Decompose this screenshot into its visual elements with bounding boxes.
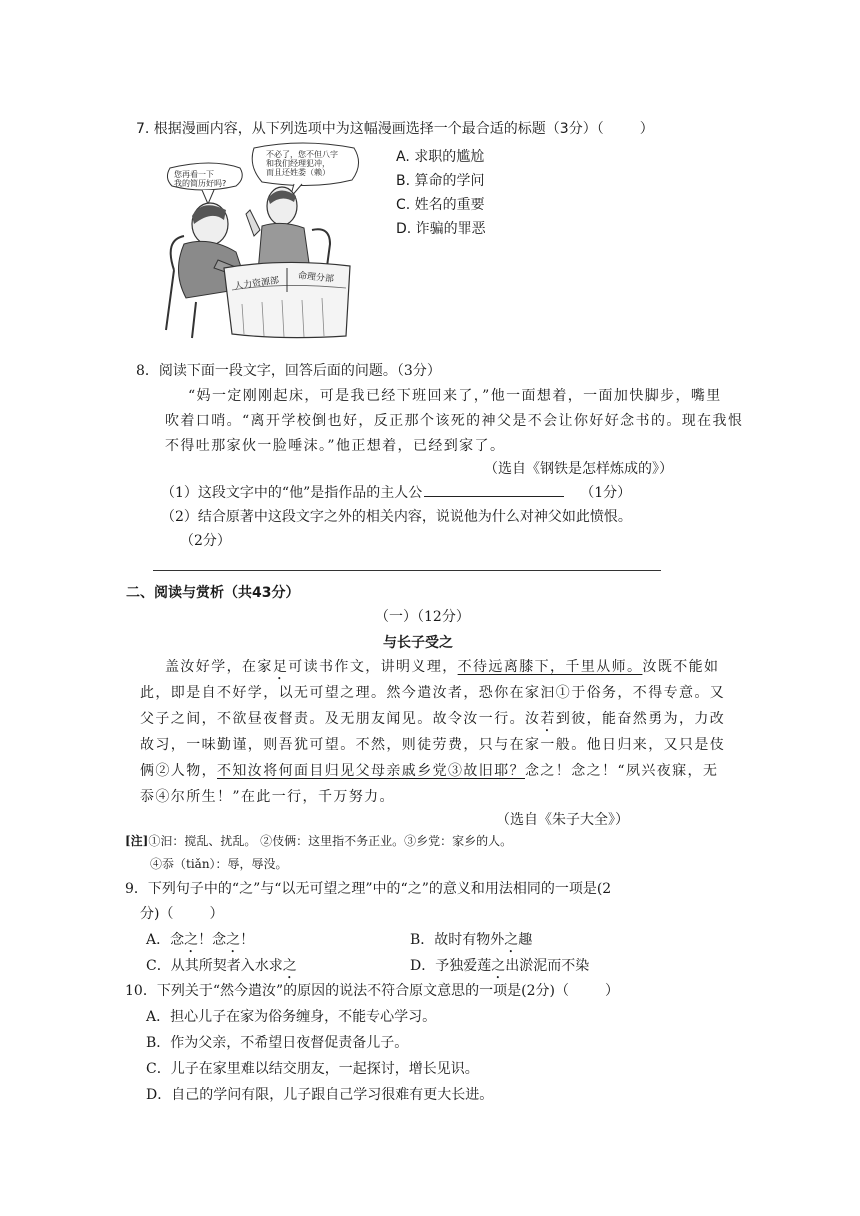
q8-passage-line3: 不得吐那家伙一脸唾沫。”他正想着，已经到家了。 <box>165 438 506 454</box>
q7-option-d: D. 诈骗的罪恶 <box>396 221 486 237</box>
q9-option-d: D．予独爱莲之出淤泥而不染 <box>410 958 590 974</box>
article-line1: 盖汝好学，在家足可读书作文，讲明义理，不待远离膝下，千里从师。汝既不能如 <box>165 659 720 675</box>
article-line2: 此，即是自不好学，以无可望之理。然今遣汝者，恐你在家汩①于俗务，不得专意。又 <box>140 685 726 701</box>
q9-option-b: B．故时有物外之趣 <box>410 932 533 948</box>
q7-option-c: C. 姓名的重要 <box>396 197 485 213</box>
q9-option-a: A．念之！念之！ <box>146 932 255 948</box>
q10-option-b: B．作为父亲，不希望日夜督促责备儿子。 <box>146 1035 409 1051</box>
article-line3: 父子之间，不欲昼夜督责。及无朋友闻见。故令汝一行。汝若到彼，能奋然勇为，力改 <box>140 711 726 727</box>
article-source: （选自《朱子大全》） <box>496 812 629 828</box>
article-line4: 故习，一味勤谨，则吾犹可望。不然，则徒劳费，只与在家一般。他日归来，又只是伎 <box>140 737 726 753</box>
q10-stem: 10．下列关于“然今遣汝”的原因的说法不符合原文意思的一项是(2分)（ ） <box>125 983 619 999</box>
q9-stem-line1: 9．下列句子中的“之”与“以无可望之理”中的“之”的意义和用法相同的一项是(2 <box>125 881 612 897</box>
q8-passage-line1: “妈一定刚刚起床，可是我已经下班回来了，”他一面想着，一面加快脚步，嘴里 <box>188 388 722 404</box>
q7-option-a: A. 求职的尴尬 <box>396 149 485 165</box>
notes-line1: [注]①汩：搅乱、扰乱。 ②伎俩：这里指不务正业。③乡党：家乡的人。 <box>125 834 513 848</box>
q8-passage-line2: 吹着口哨。“离开学校倒也好，反正那个该死的神父是不会让你好好念书的。现在我恨 <box>165 413 744 429</box>
cartoon-bubble-right: 不必了，您不但八字 和我们经理犯冲， 而且还姓娄（赖） <box>266 150 338 177</box>
article-line6: 忝④尔所生！”在此一行，千万努力。 <box>140 789 395 805</box>
q10-option-d: D．自己的学问有限，儿子跟自己学习很难有更大长进。 <box>146 1087 494 1103</box>
notes-line2: ④忝（tiǎn）：辱，辱没。 <box>150 857 288 871</box>
cartoon-bubble-left: 您再看一下 我的简历好吗? <box>174 170 227 188</box>
q8-sub1: （1）这段文字中的“他”是指作品的主人公 （1分） <box>161 482 631 502</box>
q7-option-b: B. 算命的学问 <box>396 173 485 189</box>
q7-stem: 7. 根据漫画内容，从下列选项中为这幅漫画选择一个最合适的标题（3分）（ ） <box>136 121 654 137</box>
q10-option-a: A．担心儿子在家为俗务缠身，不能专心学习。 <box>146 1009 437 1025</box>
desk-sign-fortune: 命理分部 <box>297 271 335 285</box>
q8-sub2: （2）结合原著中这段文字之外的相关内容，说说他为什么对神父如此愤恨。 <box>161 509 632 525</box>
desk-sign-hr: 人力资源部 <box>233 275 280 293</box>
article-line5: 俩②人物，不知汝将何面目归见父母亲戚乡党③故旧耶？念之！念之！“夙兴夜寐，无 <box>140 763 719 779</box>
article-title: 与长子受之 <box>383 635 453 651</box>
part-title: （一）（12分） <box>375 609 470 625</box>
q9-option-c: C．从其所契者入水求之 <box>146 958 297 974</box>
q8-source: （选自《钢铁是怎样炼成的》） <box>484 461 673 477</box>
cartoon-illustration <box>162 140 367 340</box>
q10-option-c: C．儿子在家里难以结交朋友，一起探讨，增长见识。 <box>146 1061 479 1077</box>
q9-stem-line2: 分)（ ） <box>140 906 224 922</box>
answer-line[interactable] <box>153 570 661 571</box>
q8-sub2-score: （2分） <box>180 533 231 549</box>
answer-blank[interactable] <box>424 482 564 497</box>
section-title: 二、阅读与赏析（共43分） <box>126 585 300 601</box>
q8-stem: 8．阅读下面一段文字，回答后面的问题。（3分） <box>136 363 441 379</box>
